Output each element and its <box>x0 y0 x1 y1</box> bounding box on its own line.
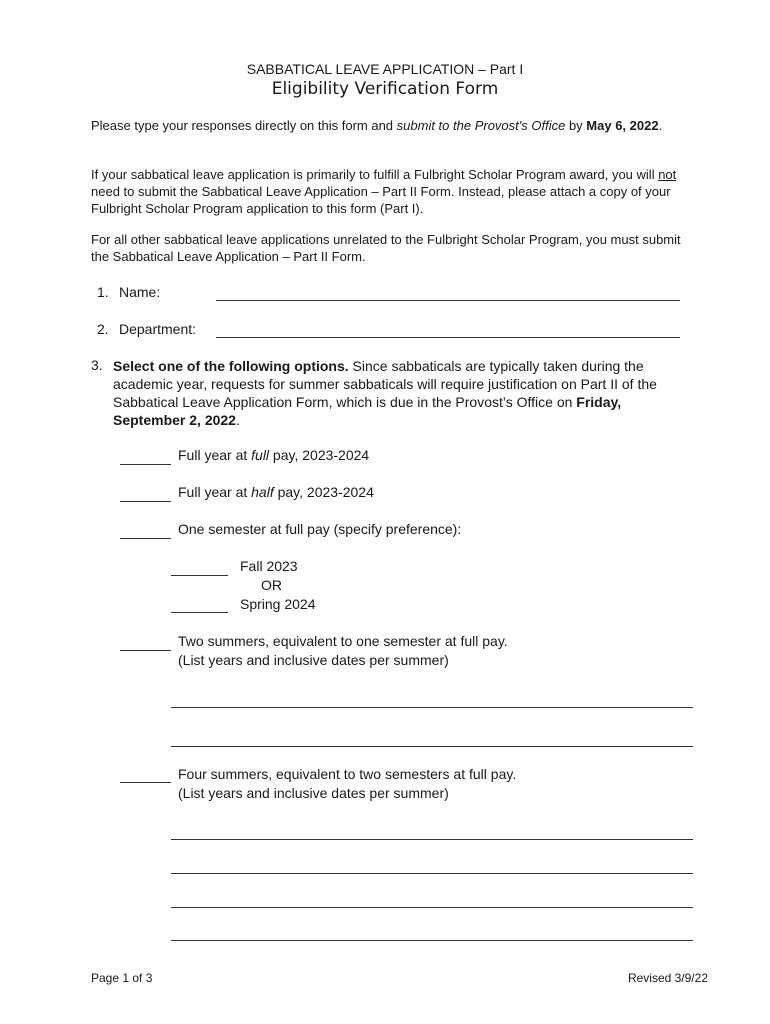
name-number: 1. <box>97 284 109 300</box>
two-summers-dates-line-2[interactable] <box>171 746 693 747</box>
intro-paragraph-1 <box>91 117 691 134</box>
four-summers-dates-line-2[interactable] <box>171 873 693 874</box>
option-four-summers-blank[interactable] <box>120 782 171 783</box>
form-subtitle: Eligibility Verification Form <box>271 79 499 99</box>
department-number: 2. <box>97 321 109 337</box>
question-3-due-date: Friday, September 2, 2022 <box>113 394 622 428</box>
or-label: OR <box>261 577 282 593</box>
option-full-year-half-pay <box>178 484 374 501</box>
intro-paragraph-3: For all other sabbatical leave applications unrelated to the Fulbright Scholar Program, you must submit the Sabbatical Leave Application – Part II Form. <box>91 232 681 264</box>
revision-date: Revised 3/9/22 <box>627 971 708 985</box>
option-one-semester-blank[interactable] <box>120 538 171 539</box>
question-3-number: 3. <box>91 357 103 373</box>
question-3-text <box>113 357 678 429</box>
option-text: Full year at <box>178 447 252 463</box>
option-four-summers: Four summers, equivalent to two semesters at full pay. <box>178 766 517 782</box>
option-text: Full year at <box>178 484 252 500</box>
intro-not: not <box>658 167 677 182</box>
intro-text: by <box>565 118 587 133</box>
four-summers-dates-line-1[interactable] <box>171 839 693 840</box>
question-3-end: . <box>235 412 240 428</box>
option-two-summers-blank[interactable] <box>120 650 171 651</box>
intro-text: Please type your responses directly on this form and <box>91 118 397 133</box>
four-summers-dates-line-4[interactable] <box>171 940 693 941</box>
name-field[interactable] <box>216 300 680 301</box>
department-label: Department: <box>119 321 197 337</box>
question-3-body: Since sabbaticals are typically taken during the academic year, requests for summer sabbaticals will require justification on Part II of the Sabbatical Leave Application Form, which is due in the Provost’s Office on <box>113 358 657 410</box>
intro-provost-office: submit to the Provost's Office <box>396 118 566 133</box>
spring-2024-blank[interactable] <box>171 612 228 613</box>
intro-text: . <box>658 118 663 133</box>
intro-paragraph-2 <box>91 166 691 217</box>
option-text: pay, 2023-2024 <box>273 484 374 500</box>
intro-text: need to submit the Sabbatical Leave Application – Part II Form. Instead, please attach a copy of your Fulbright Scholar Program application to this form (Part I). <box>91 184 671 216</box>
option-two-summers: Two summers, equivalent to one semester at full pay. <box>178 633 508 649</box>
option-four-summers-note: (List years and inclusive dates per summer) <box>178 785 449 801</box>
option-full-year-full-pay-blank[interactable] <box>120 464 171 465</box>
two-summers-dates-line-1[interactable] <box>171 707 693 708</box>
option-text-italic: full <box>251 447 270 463</box>
option-full-year-half-pay-blank[interactable] <box>120 501 171 502</box>
fall-2023-blank[interactable] <box>171 575 228 576</box>
department-field[interactable] <box>216 337 680 338</box>
option-text-italic: half <box>251 484 274 500</box>
intro-text: If your sabbatical leave application is primarily to fulfill a Fulbright Scholar Program award, you will <box>91 167 659 182</box>
four-summers-dates-line-3[interactable] <box>171 907 693 908</box>
option-full-year-full-pay <box>178 447 369 464</box>
question-3-heading: Select one of the following options. <box>113 358 349 374</box>
option-one-semester: One semester at full pay (specify preference): <box>178 521 462 537</box>
option-text: pay, 2023-2024 <box>269 447 370 463</box>
page-number: Page 1 of 3 <box>91 971 153 985</box>
name-label: Name: <box>119 284 161 300</box>
spring-2024-label: Spring 2024 <box>240 596 316 612</box>
form-title: SABBATICAL LEAVE APPLICATION – Part I <box>246 61 524 77</box>
fall-2023-label: Fall 2023 <box>240 558 298 574</box>
intro-deadline: May 6, 2022 <box>586 118 659 133</box>
option-two-summers-note: (List years and inclusive dates per summer) <box>178 652 449 668</box>
